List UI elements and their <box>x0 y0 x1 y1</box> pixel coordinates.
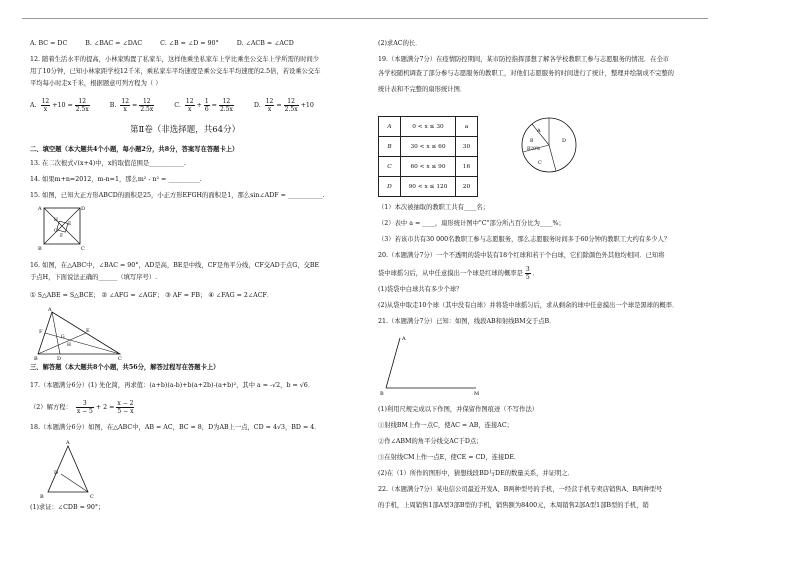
q15-square-figure <box>34 204 86 254</box>
svg-text:B20%: B20% <box>527 147 541 152</box>
q20-line1: 20.（本题满分7分）一个不透明的袋中装有18个红球和若干个白球，它们除颜色外其他均相同．已知将 <box>378 252 665 259</box>
q12-line2: 用了10分钟，已知小林家距学校12千米，乘私家车平均速度是乘公交车平均速度的2.5倍，若设乘公交车 <box>30 68 321 75</box>
q21-angle-figure <box>378 332 488 398</box>
q12-option-a: A. $\frac{12}{x}$ +10 = $\frac{12}{2.5x}$ <box>30 98 89 113</box>
table-row: C 60 < x ≤ 90 16 <box>379 157 478 177</box>
svg-text:D: D <box>81 206 86 212</box>
svg-text:A: A <box>537 128 541 134</box>
q14: 14. 如果m+n=2012，m-n=1，那么m² - n² = __________. <box>30 176 202 183</box>
q19-sub3: （3）若该市共有30 000名教职工参与志愿服务，那么志愿服务时间多于60分钟的教职工大约有多少人？ <box>378 236 671 243</box>
q19-sub1: （1）本次被抽取的教职工共有____名； <box>378 204 490 211</box>
svg-text:A: A <box>48 307 52 313</box>
q17-line1: 17.（本题满分6分）(1) 先化简，再求值：(a+b)(a-b)+b(a+2b)-(a+b)²，其中 a = -√2，b = √6． <box>30 382 315 389</box>
svg-text:B: B <box>530 139 534 144</box>
q21-sub2: ①射线BM上作一点C，使AC = AB，连接AC； <box>378 422 513 429</box>
q21-sub4: ③在射线CM上作一点E，使CE = CD，连接DE． <box>378 454 521 461</box>
q19-pie-chart <box>518 114 580 176</box>
svg-text:F: F <box>60 234 64 239</box>
q19-line3: 统计表和不完整的扇形统计图． <box>378 86 467 93</box>
section2-heading: 二、填空题（本大题共4个小题，每小题2分，共8分，答案写在答题卡上） <box>30 146 239 153</box>
svg-text:A: A <box>402 336 406 342</box>
svg-text:D: D <box>562 138 567 144</box>
svg-text:A: A <box>66 440 70 446</box>
table-row: D 90 < x ≤ 120 20 <box>379 177 478 197</box>
svg-text:M: M <box>474 391 480 397</box>
q12-line1: 12. 随着生活水平的提高，小林家购置了私家车，这样他乘坐私家车上学比乘坐公交车上学所需的时间少 <box>30 56 320 63</box>
svg-text:D: D <box>57 356 62 360</box>
svg-text:H: H <box>54 218 58 223</box>
q12-options <box>30 98 330 113</box>
q15: 15. 如图，已知大正方形ABCD的面积是25，小正方形EFGH的面积是1，那么sin∠ADF = ___________. <box>30 192 325 199</box>
svg-text:H: H <box>67 343 71 348</box>
q20-line2: 袋中球摇匀后，从中任意摸出一个球是红球的概率是 $\frac{3}{5}$ ． <box>378 266 539 281</box>
q17-line2: （2）解方程： $\frac{3}{x - 5}$ + 2 = $\frac{x - 2}{5 - x}$ <box>30 400 134 415</box>
svg-text:E: E <box>68 222 72 227</box>
svg-text:B: B <box>380 391 384 397</box>
svg-text:F: F <box>39 329 43 335</box>
svg-text:C: C <box>118 356 122 360</box>
q16-line3: ① S△ABE = S△BCE； ② ∠AFG = ∠AGF； ③ AF = FB； ④ ∠FAG = 2∠ACF． <box>30 292 274 299</box>
q21-sub3: ②作∠ABM的角平分线交AC于D点； <box>378 438 483 445</box>
q19-sub2: （2）表中 a = ____，扇形统计图中"C"部分所占百分比为____%； <box>378 220 565 227</box>
table-row: B 30 < x ≤ 60 30 <box>379 137 478 157</box>
svg-text:B: B <box>38 246 42 252</box>
svg-text:A: A <box>38 206 42 212</box>
table-row: A 0 < x ≤ 30 a <box>379 117 478 137</box>
q21-sub1: (1)利用尺规完成以下作图，并保留作图痕迹（不写作法） <box>378 406 539 413</box>
q21-line1: 21.（本题满分7分）已知：如图，线段AB和射线BM交于点B． <box>378 318 556 325</box>
q12-line3: 平均每小时走x千米，根据题意可列方程为（ ） <box>30 80 162 87</box>
q18-triangle-figure <box>36 438 106 502</box>
header-rule <box>22 18 708 19</box>
q18-sub1: (1)求证：∠CDB = 90°； <box>30 504 105 511</box>
q20-sub1: (1)袋袋中白球共有多少个球？ <box>378 286 463 293</box>
q19-line1: 19.（本题满分7分）在疫情防控期间，某市防控指挥部想了解各学校教职工参与志愿服务的情况．在全市 <box>378 56 670 63</box>
svg-text:C: C <box>90 494 94 500</box>
q16-line1: 16. 如图，在△ABC中，∠BAC = 90°，AD是高，BE是中线，CF是角平分线，CF交AD于点G，交BE <box>30 262 320 269</box>
q11-options: A. BC = DC B. ∠BAC = ∠DAC C. ∠B = ∠D = 90° D. ∠ACB = ∠ACD <box>30 40 294 47</box>
svg-text:B: B <box>34 356 38 360</box>
q16-line2: 于点H，下面说法正确的______（填写序号）. <box>30 274 158 281</box>
svg-text:D: D <box>54 470 59 476</box>
q19-stat-table <box>378 116 478 197</box>
q22-line1: 22.（本题满分7分）某电信公司最近开发A、B两种型号的手机，一经营手机专卖店销售A、B两种型号 <box>378 486 663 493</box>
section3-heading: 三、解答题（本大题共8个小题，共56分，解答过程写在答题卡上） <box>30 364 220 371</box>
svg-text:G: G <box>61 335 65 340</box>
svg-text:G: G <box>54 229 58 234</box>
q22-line2: 的手机，上周销售1部A型3部B型的手机，销售额为8400元，本周销售2部A型1部B型的手机，销 <box>378 502 649 509</box>
q21-sub5: (2)在（1）所作的图形中，猜想线段BD与DE的数量关系，并证明之． <box>378 470 574 477</box>
q12-option-c: C. $\frac{12}{x}$ + $\frac{1}{6}$ = $\frac{12}{2.5x}$ <box>174 98 233 113</box>
svg-text:B: B <box>40 494 44 500</box>
q13: 13. 在二次根式√(x+4)中，x的取值范围是___________. <box>30 160 186 167</box>
q18-line1: 18.（本题满分6分）如图，在△ABC中，AB = AC，BC = 8，D为AB上一点，CD = 4√3，BD = 4． <box>30 424 321 431</box>
q12-option-b: B. $\frac{12}{x}$ = $\frac{12}{2.5x}$ <box>109 98 154 113</box>
svg-text:E: E <box>86 328 90 334</box>
q16-triangle-figure <box>34 306 126 360</box>
svg-text:C: C <box>81 246 85 252</box>
q12-option-d: D. $\frac{12}{x}$ = $\frac{12}{2.5x}$ +10 <box>253 98 314 113</box>
q20-sub2: (2)从袋中取走10个球（其中没有白球）并将袋中球摇匀后，求从剩余的球中任意摸出一个球是黑球的概率． <box>378 302 679 309</box>
q19-line2: 各学校随机调查了部分参与志愿服务的教职工，对他们志愿服务的时间进行了统计，整理并绘制成不完整的 <box>378 70 674 77</box>
q18-sub2: (2)求AC的长． <box>378 40 422 47</box>
part2-title: 第Ⅱ卷（非选择题，共64分） <box>130 125 241 135</box>
svg-text:C: C <box>538 160 542 166</box>
